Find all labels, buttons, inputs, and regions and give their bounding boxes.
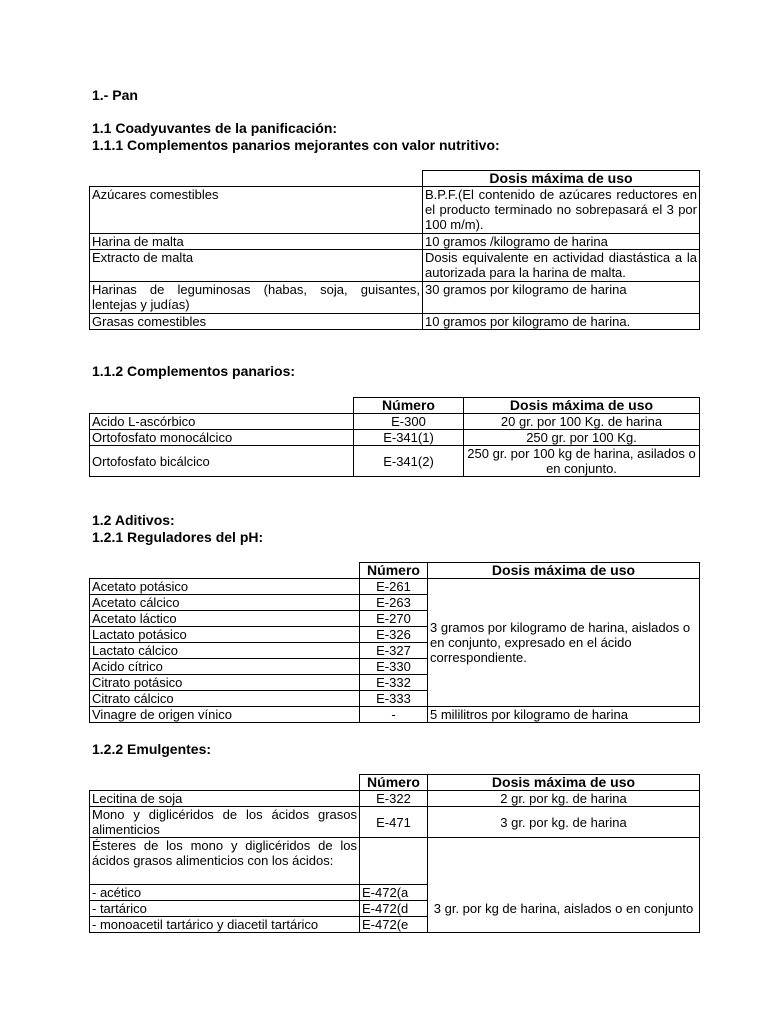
cell-number: E-270 [360,611,428,627]
header-dose: Dosis máxima de uso [428,563,700,579]
table-row [90,414,700,430]
cell-name: Citrato potásico [90,675,360,691]
cell-esters-label: Ésteres de los mono y diglicéridos de los ácidos grasos alimenticios con los ácidos: [90,838,360,885]
cell-number: E-471 [360,807,428,838]
table-header-row [90,398,700,414]
cell-name: Harina de malta [90,234,423,250]
cell-name: Ortofosfato monocálcico [90,430,354,446]
table-complementos-mejorantes [89,170,700,330]
cell-number: E-341(2) [354,446,464,477]
cell-number: E-330 [360,659,428,675]
section-heading-complementos-mejorantes: 1.1.1 Complementos panarios mejorantes con valor nutritivo: [92,137,500,153]
header-empty-cell [90,775,360,791]
cell-group-dose: 3 gramos por kilogramo de harina, aislados o en conjunto, expresado en el ácido correspondiente. [428,579,700,707]
cell-number: E-341(1) [354,430,464,446]
cell-dose: B.P.F.(El contenido de azúcares reductores en el producto terminado no sobrepasará el 3 por 100 m/m). [423,187,700,234]
cell-name: Lactato potásico [90,627,360,643]
cell-name: - monoacetil tartárico y diacetil tartárico [90,917,360,933]
cell-name: Extracto de malta [90,250,423,282]
cell-dose: 10 gramos /kilogramo de harina [423,234,700,250]
cell-name: Acetato cálcico [90,595,360,611]
cell-number-empty [360,838,428,885]
cell-name: Lecitina de soja [90,791,360,807]
cell-dose-empty [428,838,700,885]
cell-name: Acetato láctico [90,611,360,627]
table-header-row [90,775,700,791]
cell-number: E-472(e [360,917,428,933]
table-row [90,807,700,838]
cell-dose: 2 gr. por kg. de harina [428,791,700,807]
table-row [90,250,700,282]
table-header-row [90,171,700,187]
cell-number: E-472(a [360,885,428,901]
cell-dose: 3 gr. por kg. de harina [428,807,700,838]
table-complementos-panarios [89,397,700,477]
section-heading-reguladores-ph: 1.2.1 Reguladores del pH: [92,529,264,545]
cell-name: Harinas de leguminosas (habas, soja, guisantes, lentejas y judías) [90,282,423,314]
cell-dose: 250 gr. por 100 Kg. [464,430,700,446]
cell-number: E-332 [360,675,428,691]
header-dose: Dosis máxima de uso [464,398,700,414]
table-emulgentes [89,774,700,933]
table-row [90,446,700,477]
header-empty-cell [90,563,360,579]
section-heading-emulgentes: 1.2.2 Emulgentes: [92,741,212,757]
header-number: Número [360,775,428,791]
header-dose: Dosis máxima de uso [428,775,700,791]
cell-name: - acético [90,885,360,901]
table-reguladores-ph [89,562,700,723]
cell-number: E-322 [360,791,428,807]
cell-dose: 5 mililitros por kilogramo de harina [428,707,700,723]
cell-number: E-333 [360,691,428,707]
header-number: Número [354,398,464,414]
table-row [90,314,700,330]
table-row [90,838,700,885]
cell-name: Lactato cálcico [90,643,360,659]
section-heading-complementos-panarios: 1.1.2 Complementos panarios: [92,363,296,379]
cell-dose: 20 gr. por 100 Kg. de harina [464,414,700,430]
table-row [90,885,700,901]
table-row [90,791,700,807]
table-row [90,430,700,446]
cell-name: Acetato potásico [90,579,360,595]
cell-number: E-327 [360,643,428,659]
cell-dose: 30 gramos por kilogramo de harina [423,282,700,314]
cell-dose: 250 gr. por 100 kg de harina, asilados o en conjunto. [464,446,700,477]
cell-name: Azúcares comestibles [90,187,423,234]
cell-dose: Dosis equivalente en actividad diastástica a la autorizada para la harina de malta. [423,250,700,282]
section-heading-aditivos: 1.2 Aditivos: [92,512,175,528]
section-heading-coadyuvantes: 1.1 Coadyuvantes de la panificación: [92,120,338,136]
table-row [90,707,700,723]
cell-name: Acido L-ascórbico [90,414,354,430]
cell-number: - [360,707,428,723]
cell-name: - tartárico [90,901,360,917]
table-row [90,234,700,250]
cell-name: Ortofosfato bicálcico [90,446,354,477]
cell-group-dose: 3 gr. por kg de harina, aislados o en conjunto [428,885,700,933]
cell-dose: 10 gramos por kilogramo de harina. [423,314,700,330]
cell-name: Grasas comestibles [90,314,423,330]
header-empty-cell [90,171,423,187]
cell-name: Vinagre de origen vínico [90,707,360,723]
section-heading-pan: 1.- Pan [92,87,138,103]
cell-name: Acido cítrico [90,659,360,675]
cell-number: E-261 [360,579,428,595]
table-row [90,282,700,314]
cell-name: Mono y diglicéridos de los ácidos grasos alimenticios [90,807,360,838]
cell-number: E-263 [360,595,428,611]
table-header-row [90,563,700,579]
table-row [90,187,700,234]
cell-name: Citrato cálcico [90,691,360,707]
table-row [90,579,700,595]
cell-number: E-300 [354,414,464,430]
header-dose: Dosis máxima de uso [423,171,700,187]
header-empty-cell [90,398,354,414]
cell-number: E-326 [360,627,428,643]
cell-number: E-472(d [360,901,428,917]
header-number: Número [360,563,428,579]
